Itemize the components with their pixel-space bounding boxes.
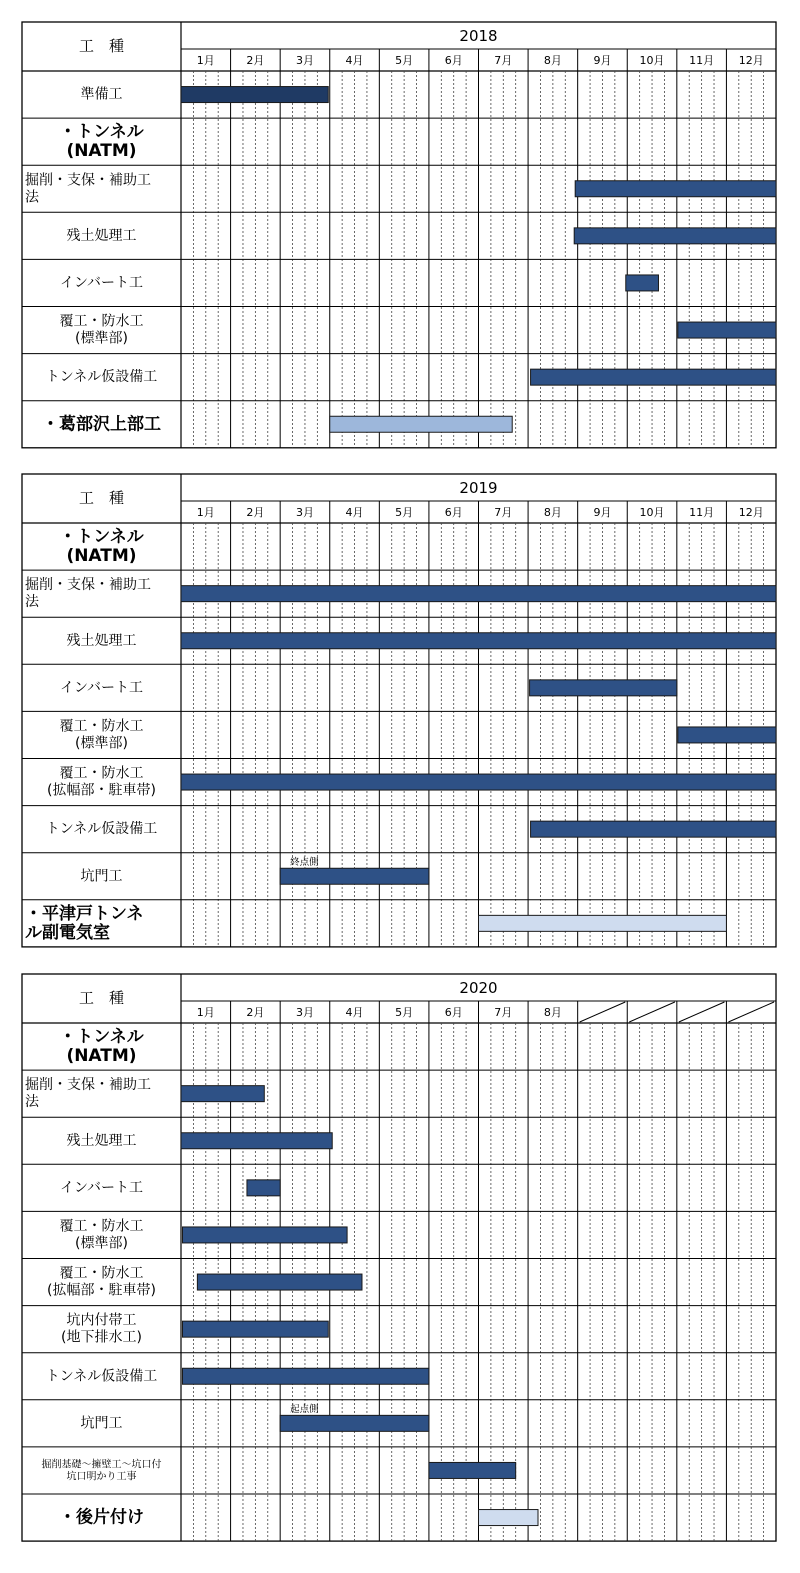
row-label: (標準部): [75, 330, 128, 347]
row-label: インバート工: [59, 274, 144, 291]
month-label: 8月: [543, 506, 562, 519]
disabled-month-slash: [728, 1002, 774, 1022]
schedule-bar: [181, 633, 776, 649]
month-label: 5月: [395, 54, 414, 67]
row-label: 覆工・防水工: [59, 765, 144, 782]
month-label: 5月: [395, 1006, 414, 1019]
schedule-bar: [182, 1227, 347, 1243]
schedule-bar: [280, 868, 429, 884]
schedule-bar: [181, 87, 328, 103]
schedule-bar: [182, 1321, 328, 1337]
row-label: ル副電気室: [25, 922, 110, 943]
year-label: 2018: [459, 27, 498, 45]
month-label: 8月: [543, 1006, 562, 1019]
row-label: (標準部): [75, 1235, 128, 1252]
month-label: 3月: [295, 506, 314, 519]
month-label: 9月: [593, 54, 612, 67]
row-label: 掘削基礎～擁壁工～坑口付: [41, 1459, 162, 1471]
schedule-bar: [574, 228, 776, 244]
schedule-bar: [197, 1274, 362, 1290]
row-label: 掘削・支保・補助工: [25, 172, 151, 189]
row-label: (標準部): [75, 735, 128, 752]
row-label: 法: [25, 594, 39, 611]
row-label: (NATM): [66, 1046, 137, 1067]
row-label: ・平津戸トンネ: [25, 903, 144, 924]
row-label: ・後片付け: [59, 1507, 144, 1528]
month-label: 7月: [494, 54, 513, 67]
schedule-bar: [429, 1462, 516, 1478]
row-label: ・トンネル: [59, 527, 144, 548]
year-label: 2020: [459, 979, 498, 997]
month-label: 4月: [345, 1006, 364, 1019]
month-label: 1月: [196, 54, 215, 67]
month-label: 11月: [689, 54, 715, 67]
month-label: 1月: [196, 506, 215, 519]
schedule-bar: [531, 369, 776, 385]
schedule-bar: [247, 1180, 280, 1196]
schedule-bar: [330, 416, 512, 432]
schedule-bar: [575, 181, 776, 197]
row-label: 掘削・支保・補助工: [25, 1077, 151, 1094]
row-label: 覆工・防水工: [59, 313, 144, 330]
row-label: 法: [25, 189, 39, 206]
bar-note: 起点側: [290, 1403, 319, 1415]
month-label: 2月: [246, 54, 265, 67]
row-label: 覆工・防水工: [59, 1218, 144, 1235]
month-label: 6月: [444, 54, 463, 67]
bar-note: 終点側: [290, 856, 319, 868]
row-label: (拡幅部・駐車帯): [47, 782, 156, 799]
row-label: ・トンネル: [59, 122, 144, 143]
schedule-bar: [678, 322, 776, 338]
year-label: 2019: [459, 479, 498, 497]
row-label: 覆工・防水工: [59, 718, 144, 735]
row-label: インバート工: [59, 1179, 144, 1196]
disabled-month-slash: [580, 1002, 626, 1022]
schedule-bar: [626, 275, 659, 291]
row-label: 坑内付帯工: [66, 1312, 137, 1329]
month-label: 1月: [196, 1006, 215, 1019]
month-label: 12月: [738, 506, 764, 519]
month-label: 7月: [494, 506, 513, 519]
month-label: 8月: [543, 54, 562, 67]
row-label: 坑門工: [80, 1415, 123, 1432]
month-label: 2月: [246, 506, 265, 519]
row-label: トンネル仮設備工: [45, 369, 158, 386]
row-label: (地下排水工): [61, 1329, 142, 1346]
row-label: ・葛部沢上部工: [42, 414, 161, 435]
month-label: 4月: [345, 506, 364, 519]
row-label: ・トンネル: [59, 1027, 144, 1048]
month-label: 6月: [444, 1006, 463, 1019]
month-label: 5月: [395, 506, 414, 519]
month-label: 9月: [593, 506, 612, 519]
header-label: 工 種: [78, 489, 125, 507]
row-label: トンネル仮設備工: [45, 821, 158, 838]
month-label: 12月: [738, 54, 764, 67]
schedule-table-2018: [22, 22, 776, 448]
month-label: 7月: [494, 1006, 513, 1019]
month-label: 2月: [246, 1006, 265, 1019]
schedule-table-2020: [22, 974, 776, 1541]
month-label: 10月: [639, 54, 665, 67]
schedule-bar: [531, 821, 776, 837]
row-label: インバート工: [59, 679, 144, 696]
schedule-bar: [530, 680, 677, 696]
row-label: 法: [25, 1094, 39, 1111]
schedule-bar: [181, 1133, 332, 1149]
schedule-bar: [280, 1415, 429, 1431]
row-label: 準備工: [80, 86, 123, 103]
month-label: 11月: [689, 506, 715, 519]
month-label: 3月: [295, 1006, 314, 1019]
month-label: 3月: [295, 54, 314, 67]
schedule-bar: [181, 774, 776, 790]
schedule-bar: [181, 586, 776, 602]
row-label: 掘削・支保・補助工: [25, 577, 151, 594]
schedule-bar: [182, 1368, 428, 1384]
month-label: 6月: [444, 506, 463, 519]
schedule-bar: [678, 727, 776, 743]
row-label: (NATM): [66, 546, 137, 567]
disabled-month-slash: [679, 1002, 725, 1022]
row-label: 残土処理工: [66, 632, 137, 649]
schedule-bar: [181, 1086, 264, 1102]
header-label: 工 種: [78, 989, 125, 1007]
month-label: 10月: [639, 506, 665, 519]
schedule-bar: [479, 1510, 539, 1526]
row-label: 残土処理工: [66, 1132, 137, 1149]
row-label: (拡幅部・駐車帯): [47, 1282, 156, 1299]
schedule-table-2019: [22, 474, 776, 947]
row-label: 坑門工: [80, 868, 123, 885]
schedule-bar: [479, 915, 727, 931]
row-label: 覆工・防水工: [59, 1265, 144, 1282]
row-label: 坑口明かり工事: [66, 1471, 137, 1483]
header-label: 工 種: [78, 37, 125, 55]
disabled-month-slash: [629, 1002, 675, 1022]
row-label: (NATM): [66, 141, 137, 162]
month-label: 4月: [345, 54, 364, 67]
row-label: 残土処理工: [66, 227, 137, 244]
row-label: トンネル仮設備工: [45, 1368, 158, 1385]
